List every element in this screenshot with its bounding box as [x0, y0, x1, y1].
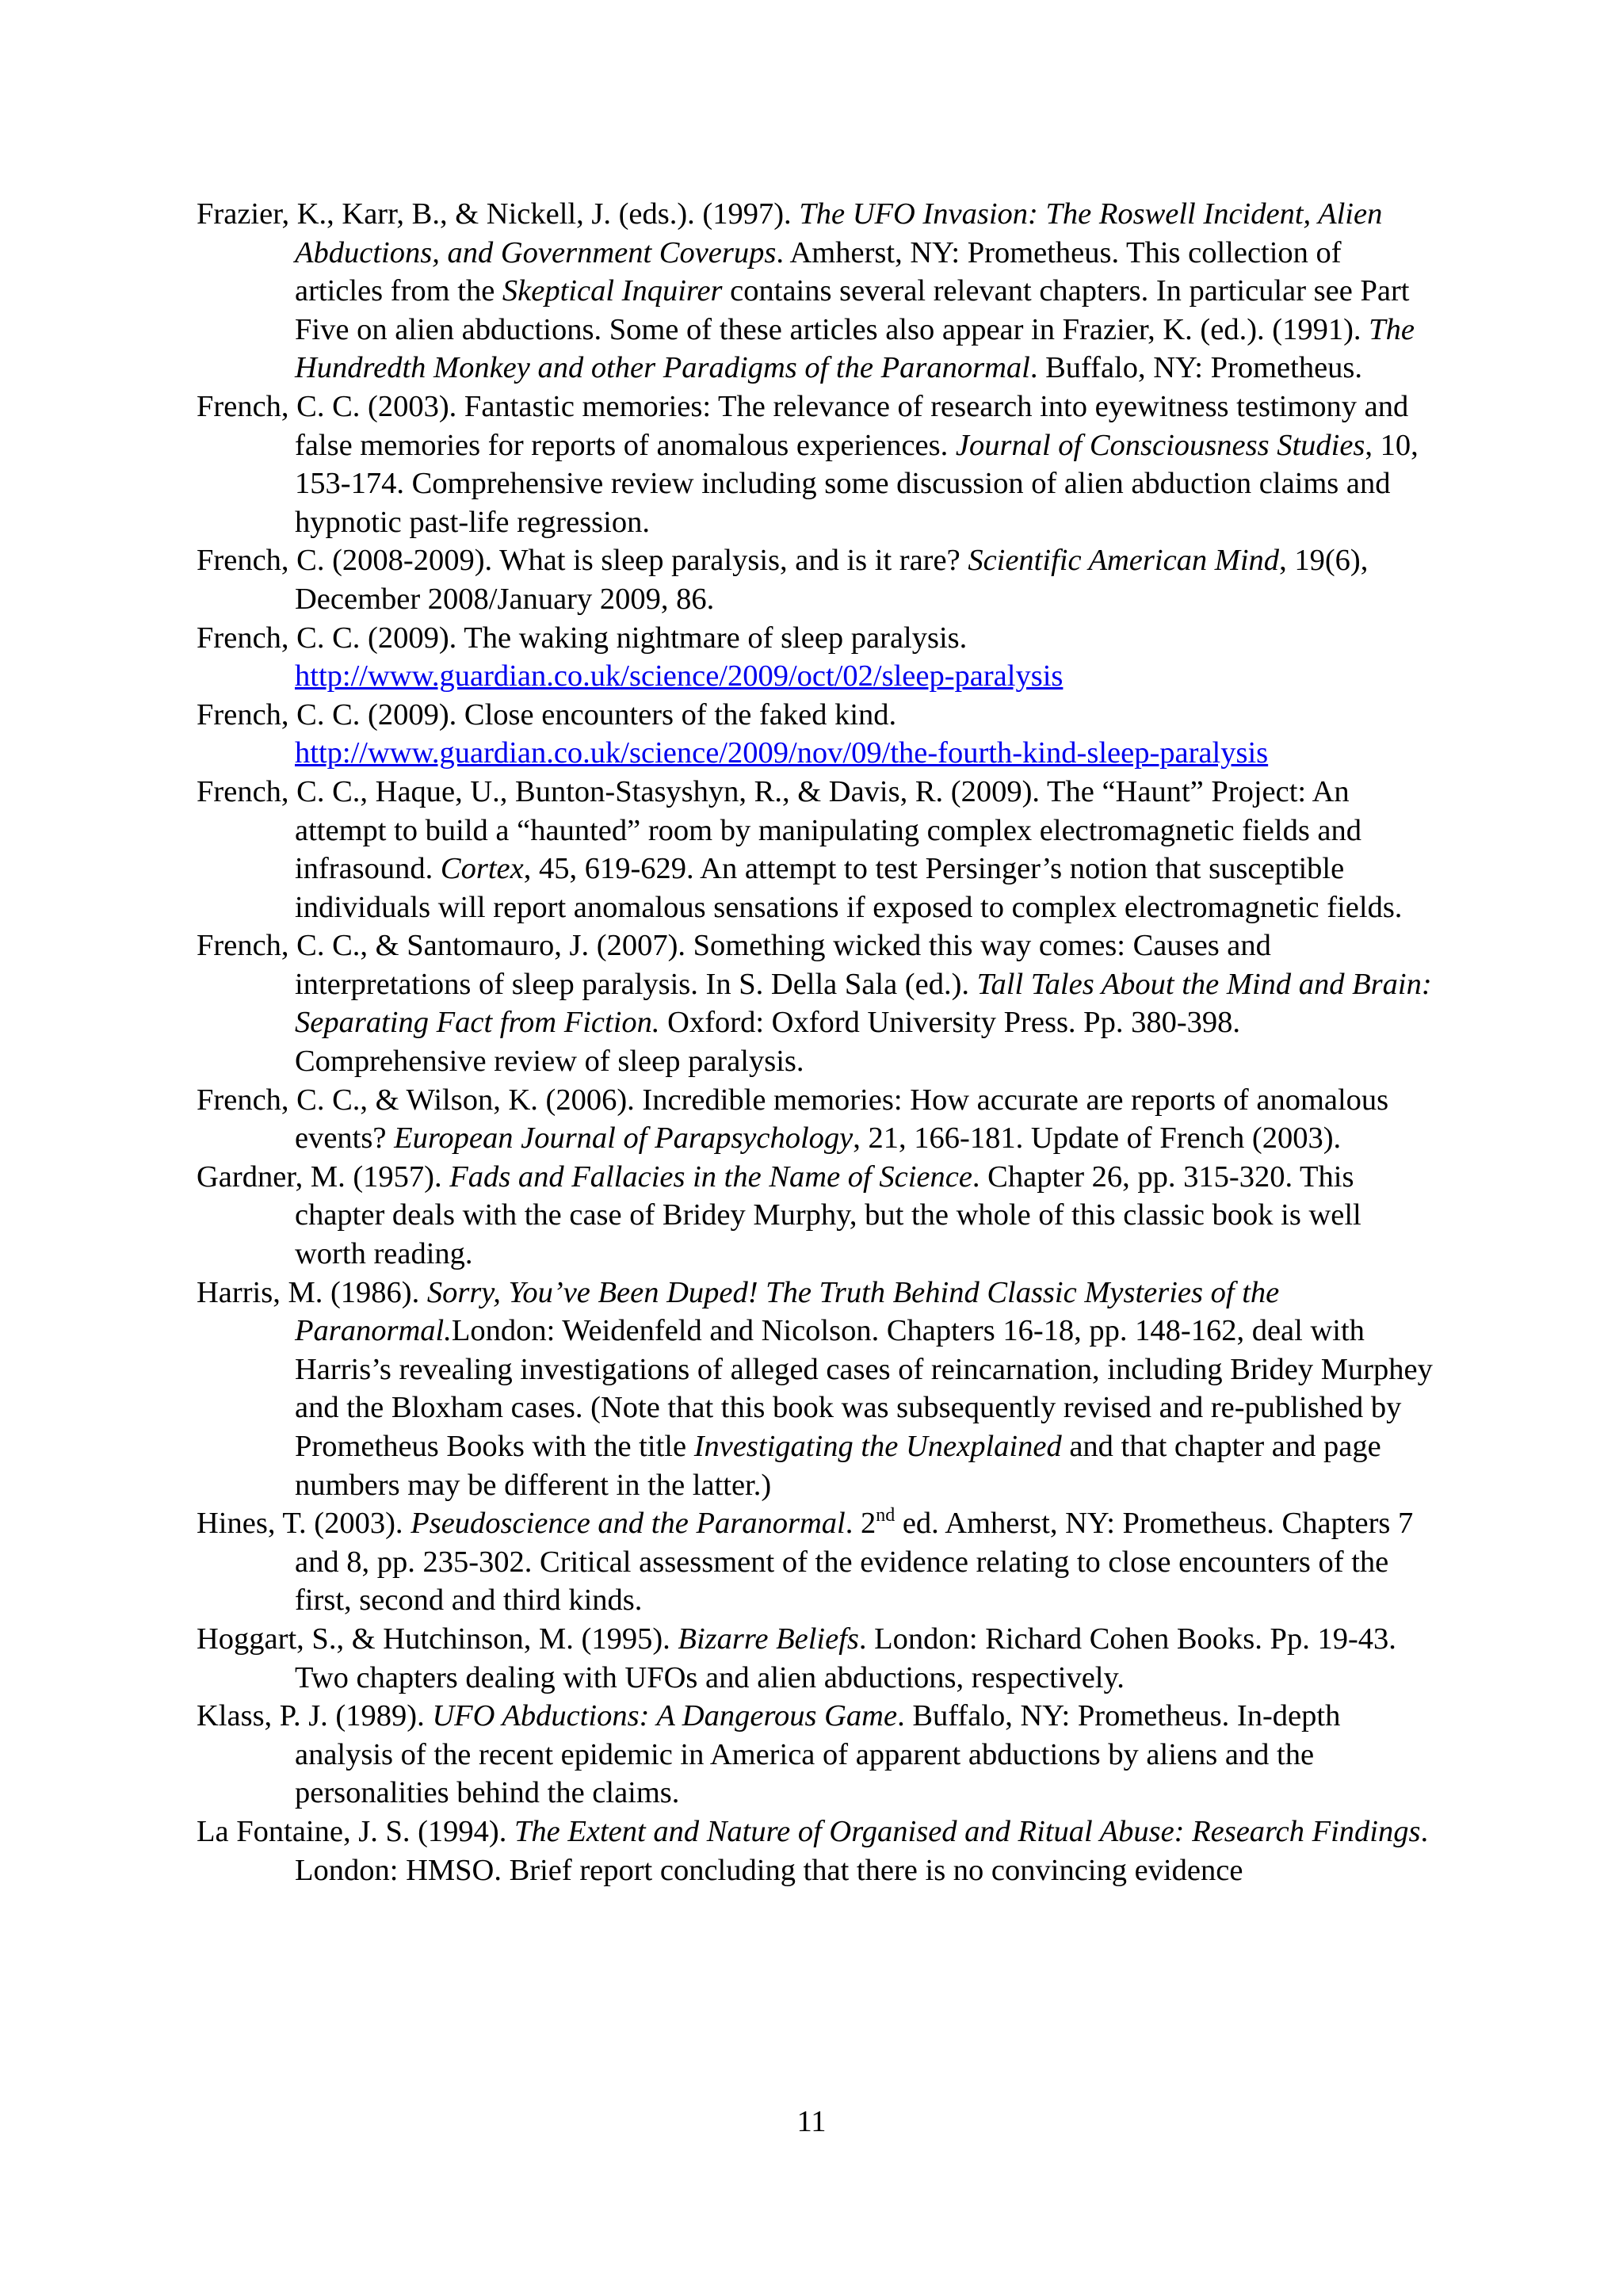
reference-title: Sorry, You’ve Been Duped! The Truth Behind Classic Mysteries of the Paranormal. — [295, 1275, 1280, 1348]
reference-text: contains several relevant chapters. In particular see Part Five on alien abductions. Some of these articles also appear in Frazier, K. (ed.). (1991). — [295, 274, 1410, 346]
reference-text: French, C. C. (2009). The waking nightmare of sleep paralysis. — [197, 621, 968, 655]
reference-entry — [197, 1158, 1433, 1274]
reference-title: Scientific American Mind — [968, 544, 1280, 578]
reference-entry — [197, 388, 1433, 541]
reference-title: Investigating the Unexplained — [693, 1430, 1062, 1463]
reference-text: ed. Amherst, NY: Prometheus. Chapters 7 and 8, pp. 235-302. Critical assessment of the evidence relating to close encounters of the first, second and third kinds. — [295, 1507, 1414, 1618]
page-number: 11 — [796, 2105, 827, 2138]
reference-text: . London: Richard Cohen Books. Pp. 19-43. Two chapters dealing with UFOs and alien abductions, respectively. — [295, 1622, 1396, 1694]
reference-list — [197, 195, 1433, 1889]
reference-text: , 45, 619-629. An attempt to test Persinger’s notion that susceptible individuals will report anomalous sensations if exposed to complex electromagnetic fields. — [295, 852, 1403, 924]
reference-entry — [197, 696, 1433, 773]
reference-entry — [197, 1620, 1433, 1697]
reference-text: Hines, T. (2003). — [197, 1507, 411, 1541]
reference-title: Pseudoscience and the Paranormal — [411, 1507, 846, 1541]
reference-title: UFO Abductions: A Dangerous Game — [432, 1699, 898, 1733]
reference-text: , 10, 153-174. Comprehensive review including some discussion of alien abduction claims and hypnotic past-life regression. — [295, 428, 1419, 539]
reference-text: , 19(6), December 2008/January 2009, 86. — [295, 544, 1369, 616]
reference-title: Bizarre Beliefs — [678, 1622, 859, 1656]
reference-text: Oxford: Oxford University Press. Pp. 380-398. Comprehensive review of sleep paralysis. — [295, 1006, 1241, 1079]
reference-title: Cortex — [440, 852, 524, 886]
reference-entry — [197, 1697, 1433, 1813]
reference-text: Klass, P. J. (1989). — [197, 1699, 433, 1733]
reference-link[interactable]: http://www.guardian.co.uk/science/2009/nov/09/the-fourth-kind-sleep-paralysis — [295, 736, 1269, 770]
reference-link[interactable]: http://www.guardian.co.uk/science/2009/oct/02/sleep-paralysis — [295, 659, 1064, 693]
reference-entry — [197, 541, 1433, 618]
reference-entry — [197, 1274, 1433, 1505]
reference-title: European Journal of Parapsychology — [394, 1121, 854, 1156]
reference-entry — [197, 773, 1433, 926]
ordinal-superscript: nd — [876, 1505, 896, 1526]
reference-title: The Hundredth Monkey and other Paradigms of the Paranormal — [295, 312, 1415, 385]
reference-title: Tall Tales About the Mind and Brain: Separating Fact from Fiction. — [295, 967, 1432, 1040]
reference-title: Journal of Consciousness Studies — [955, 428, 1365, 462]
reference-text: French, C. C., Haque, U., Bunton-Stasyshyn, R., & Davis, R. (2009). The “Haunt” Project: An attempt to build a “haunted” room by manipulating complex electromagnetic fields and infrasound. — [197, 774, 1362, 886]
reference-text: French, C. C. (2009). Close encounters of the faked kind. — [197, 697, 897, 732]
reference-text: London: Weidenfeld and Nicolson. Chapters 16-18, pp. 148-162, deal with Harris’s revealing investigations of alleged cases of reincarnation, including Bridey Murphey and the Bloxham cases. (Note that this book was subsequently revised and re-published by Prometheus Books with the title — [295, 1314, 1433, 1463]
reference-title: Fads and Fallacies in the Name of Science — [449, 1159, 972, 1194]
reference-text: Gardner, M. (1957). — [197, 1159, 450, 1194]
reference-text: . Chapter 26, pp. 315-320. This chapter deals with the case of Bridey Murphy, but the whole of this classic book is well worth reading. — [295, 1159, 1361, 1271]
reference-title: Skeptical Inquirer — [502, 274, 723, 308]
reference-text: French, C. C., & Wilson, K. (2006). Incredible memories: How accurate are reports of anomalous events? — [197, 1083, 1389, 1156]
reference-text: La Fontaine, J. S. (1994). — [197, 1814, 514, 1848]
reference-entry — [197, 619, 1433, 696]
reference-text: Frazier, K., Karr, B., & Nickell, J. (eds.). (1997). — [197, 197, 800, 231]
reference-text: Hoggart, S., & Hutchinson, M. (1995). — [197, 1622, 678, 1656]
reference-entry — [197, 1813, 1433, 1889]
reference-entry — [197, 1081, 1433, 1158]
reference-title: The Extent and Nature of Organised and Ritual Abuse: Research Findings — [514, 1814, 1421, 1848]
reference-text: . 2 — [845, 1507, 876, 1541]
reference-text: . London: HMSO. Brief report concluding that there is no convincing evidence — [295, 1814, 1429, 1887]
reference-entry — [197, 1504, 1433, 1620]
reference-text: , 21, 166-181. Update of French (2003). — [853, 1121, 1342, 1156]
reference-text: . Amherst, NY: Prometheus. This collection of articles from the — [295, 235, 1342, 308]
reference-text: Harris, M. (1986). — [197, 1275, 427, 1309]
reference-entry — [197, 195, 1433, 388]
reference-title: The UFO Invasion: The Roswell Incident, Alien Abductions, and Government Coverups — [295, 197, 1383, 269]
reference-text: and that chapter and page numbers may be different in the latter.) — [295, 1430, 1381, 1502]
reference-text: French, C. C., & Santomauro, J. (2007). Something wicked this way comes: Causes and interpretations of sleep paralysis. In S. Della Sala (ed.). — [197, 929, 1271, 1001]
reference-text: . Buffalo, NY: Prometheus. — [1029, 351, 1363, 385]
reference-text: French, C. C. (2003). Fantastic memories: The relevance of research into eyewitness testimony and false memories for reports of anomalous experiences. — [197, 389, 1409, 462]
reference-entry — [197, 926, 1433, 1080]
reference-text: French, C. (2008-2009). What is sleep paralysis, and is it rare? — [197, 544, 968, 578]
reference-text: . Buffalo, NY: Prometheus. In-depth analysis of the recent epidemic in America of apparent abductions by aliens and the personalities behind the claims. — [295, 1699, 1341, 1810]
